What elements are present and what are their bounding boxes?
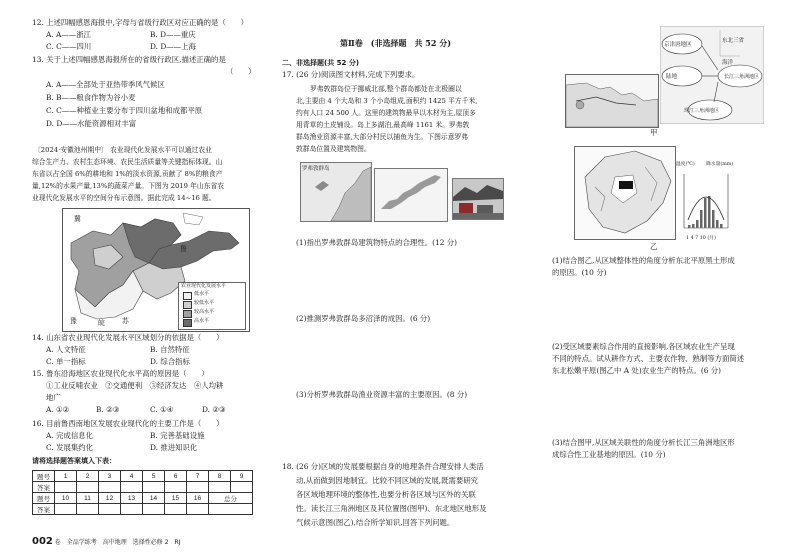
qnum-cell: 5: [143, 471, 165, 482]
q16-option-a: A. 完成信息化: [46, 431, 93, 440]
q16-option-c: C. 发展集约化: [46, 443, 94, 452]
diagram-label-northeast: 东北三省: [722, 38, 745, 44]
diagram-label-pearl-delta: 珠江三角洲地区: [684, 108, 720, 114]
answer-table-row: [33, 493, 253, 504]
diagram-label-jingjintang: 京津唐地区: [664, 42, 692, 48]
qnum-cell: 12: [99, 493, 121, 504]
northeast-terrain-map: [574, 146, 676, 240]
answer-cell[interactable]: [143, 504, 165, 515]
q12-option-b: B. D——重庆: [150, 30, 196, 39]
q15-options-line2: 地广: [46, 393, 61, 402]
q18-part3-line2: 成综合性工业基地的原因。(10 分): [552, 450, 666, 459]
row-head: 题号: [33, 493, 55, 504]
legend-label-lower: 较低水平: [194, 300, 215, 306]
passage-line-1: 〔2024·安徽池州期中〕 农业现代化发展水平可以通过农业: [34, 146, 212, 154]
q18-line-2: 动,从而做到因地制宜。比较不同区域的发展,既需要研究: [296, 476, 479, 485]
lofoten-islands-graphic: [375, 169, 447, 221]
answer-cell[interactable]: [143, 482, 165, 493]
q12-option-d: D. D——上海: [150, 42, 196, 51]
q15-option-b: B. ②③: [96, 405, 120, 414]
q13-option-d: D. D——水能资源相对丰富: [46, 119, 137, 128]
q18-part3-line1: (3)结合图甲,从区域关联性的角度分析长江三角洲地区形: [552, 438, 735, 447]
q18-part1-line2: 的原因。(10 分): [552, 268, 607, 277]
legend-swatch-high: [183, 319, 192, 327]
q15-options-line1: ①工业反哺农业 ②交通便利 ③经济发达 ④人均耕: [46, 381, 224, 390]
map-label-hebei: 冀: [74, 215, 81, 223]
section-title: 第Ⅱ卷 (非选择题 共 52 分): [340, 38, 452, 48]
answer-cell[interactable]: [165, 504, 187, 515]
row-head: 答案: [33, 482, 55, 493]
answer-cell[interactable]: [99, 482, 121, 493]
q16-option-b: B. 完善基础设施: [150, 431, 205, 440]
legend-swatch-low: [183, 292, 192, 300]
q17-material-3: 约有人口 24 500 人。这里的建筑物最早以木材为主,屋顶多: [296, 109, 476, 117]
qnum-cell: 16: [187, 493, 209, 504]
q18-part2-line2: 不同的特点。试从耕作方式、主要农作物、熟制等方面简述: [552, 354, 745, 363]
map-label-jiangsu: 苏: [122, 317, 129, 325]
q12-option-a: A. A——浙江: [46, 30, 91, 39]
passage-line-3: 东省以占全国 6%的耕地和 1%的淡水资源,贡献了 8%的粮食产: [32, 170, 223, 178]
q17-part2: (2)推测罗弗敦群岛多沼泽的成因。(6 分): [296, 314, 431, 323]
answer-cell[interactable]: [99, 504, 121, 515]
q13-stem: 13. 关于上述四幅感恩海报所在的省级行政区,描述正确的是: [32, 55, 226, 64]
q14-option-c: C. 单一指标: [46, 357, 86, 366]
legend-swatch-lower: [183, 301, 192, 309]
q14-option-d: D. 综合指标: [150, 357, 190, 366]
q13-option-c: C. C——种植业主要分布于四川盆地和成都平原: [46, 106, 203, 115]
passage-line-4: 量,12%的水果产量,13%的蔬菜产量。下图为 2019 年山东省农: [32, 182, 225, 190]
answer-cell[interactable]: [165, 482, 187, 493]
climate-month-axis: 1 4 7 10 (月): [686, 236, 716, 241]
q16-option-d: D. 推进知识化: [150, 443, 198, 452]
q15-option-d: D. ②③: [202, 405, 226, 414]
q17-part1: (1)指出罗弗敦群岛建筑物特点的合理性。(12 分): [296, 238, 458, 247]
q18-part2-line1: (2)受区域要素综合作用的直接影响,各区域农业生产呈现: [552, 342, 735, 351]
passage-line-2: 综合生产力、农村生态环境、农民生活质量等关键指标体现。山: [32, 158, 223, 166]
q13-option-b: B. B——粮食作物为谷小麦: [46, 93, 136, 102]
page-footer: [32, 536, 180, 547]
q13-paren: （ ）: [226, 67, 256, 76]
answer-table-row: [33, 482, 253, 493]
total-score-cell[interactable]: [209, 504, 253, 515]
total-score-label: 总分: [209, 493, 253, 504]
answer-cell[interactable]: [77, 504, 99, 515]
map-label-lu: 鲁: [180, 245, 187, 253]
qnum-cell: 13: [121, 493, 143, 504]
yangtze-delta-graphic: [566, 75, 658, 127]
answer-cell[interactable]: [121, 504, 143, 515]
qnum-cell: 9: [231, 471, 253, 482]
q17-material-6: 敦群岛位置及建筑物图。: [296, 145, 371, 153]
climate-chart-graphic: [676, 170, 736, 238]
answer-cell[interactable]: [187, 504, 209, 515]
answer-cell[interactable]: [209, 482, 231, 493]
q18-line-5: 气候示意图(图乙),结合所学知识,回答下列问题。: [296, 518, 455, 527]
page-number: 002: [32, 536, 53, 547]
qnum-cell: 6: [165, 471, 187, 482]
q17-material-1: 罗弗敦群岛位于挪威北部,整个群岛都处在北极圈以: [310, 85, 462, 93]
lofoten-islands-image: [374, 168, 448, 222]
qnum-cell: 14: [143, 493, 165, 504]
q15-stem: 15. 鲁东沿海地区农业现代化水平高的原因是（ ）: [32, 369, 209, 378]
q14-stem: 14. 山东省农业现代化发展水平区域划分的依据是（ ）: [32, 333, 224, 342]
climate-chart: [676, 170, 736, 238]
diagram-label-sea: 海洋: [722, 60, 734, 66]
passage-line-5: 业现代化发展水平的空间分布示意图。据此完成 14~16 题。: [32, 194, 216, 202]
legend-swatch-higher: [183, 310, 192, 318]
q17-part3: (3)分析罗弗敦群岛渔业资源丰富的主要原因。(8 分): [296, 390, 468, 399]
qnum-cell: 11: [77, 493, 99, 504]
legend-label-low: 低水平: [194, 291, 210, 297]
building-photo-graphic: [453, 179, 503, 219]
q17-material-5: 群岛渔业资源丰富,大部分村民以捕鱼为生。下图示意罗弗: [296, 133, 469, 141]
q18-part2-line3: 东北松嫩平原(图乙中 A 处)农业生产的特点。(6 分): [552, 366, 722, 375]
qnum-cell: 10: [55, 493, 77, 504]
q18-line-1: 18. (26 分)区域的发展要根据自身的地理条件合理安排人类活: [282, 462, 484, 471]
qnum-cell: 7: [187, 471, 209, 482]
building-photo: [452, 178, 504, 220]
qnum-cell: 8: [209, 471, 231, 482]
q17-material-4: 用青草的土皮铺设。岛上多湖泊,最高峰 1161 米。罗弗敦: [296, 121, 470, 129]
q12-option-c: C. C——四川: [46, 42, 92, 51]
qnum-cell: 15: [165, 493, 187, 504]
lofoten-image-label: 罗弗敦群岛: [302, 166, 330, 172]
section-subtitle: 二、非选择题(共 52 分): [282, 59, 360, 67]
answer-table-row: [33, 471, 253, 482]
q14-option-b: B. 自然特征: [150, 345, 190, 354]
map-legend: [178, 282, 246, 330]
qnum-cell: 1: [55, 471, 77, 482]
answer-table-row: [33, 504, 253, 515]
q14-option-a: A. 人文特征: [46, 345, 86, 354]
map-label-henan: 豫: [70, 317, 77, 325]
q13-option-a: A. A——全部处于亚热带季风气候区: [46, 80, 165, 89]
diagram-label-yangtze-delta: 长江三角洲地区: [724, 74, 760, 80]
climate-axis-precip: 降水量(mm): [706, 162, 734, 167]
q17-stem: 17. (26 分)阅读图文材料,完成下列要求。: [282, 70, 420, 79]
figure-b-caption: 乙: [650, 242, 658, 251]
answer-table: [32, 470, 253, 515]
answer-cell[interactable]: [77, 482, 99, 493]
footer-text: 卷 全品学练考 高中地理 选择性必修 2 RJ: [54, 539, 181, 546]
row-head: 题号: [33, 471, 55, 482]
q15-option-c: C. ①④: [150, 405, 174, 414]
map-label-anhui: 皖: [98, 319, 105, 327]
q12-stem: 12. 上述四幅感恩海报中,字母与省级行政区对应正确的是（ ）: [32, 18, 249, 27]
qnum-cell: 2: [77, 471, 99, 482]
q15-option-a: A. ①②: [46, 405, 70, 414]
row-head: 答案: [33, 504, 55, 515]
answer-cell[interactable]: [55, 482, 77, 493]
q18-line-3: 各区域地理环境的整体性,也要分析各区域与区外的关联: [296, 490, 476, 499]
answer-cell[interactable]: [121, 482, 143, 493]
answer-cell[interactable]: [187, 482, 209, 493]
q18-part1-line1: (1)结合图乙,从区域整体性的角度分析东北平原黑土形成: [552, 256, 735, 265]
q18-line-4: 性。读长江三角洲地区及其位置图(图甲)、东北地区地形及: [296, 504, 487, 513]
northeast-terrain-graphic: [575, 147, 675, 239]
legend-label-higher: 较高水平: [194, 309, 215, 315]
q17-material-2: 北,主要由 4 个大岛和 3 个小岛组成,面积约 1425 平方千米,: [296, 97, 478, 105]
diagram-label-land: 陆地: [666, 74, 678, 80]
yangtze-delta-map: [565, 74, 659, 128]
climate-axis-temp: 温度(℃): [676, 162, 695, 167]
answer-table-caption: 请将选择题答案填入下表：: [32, 457, 116, 465]
legend-label-high: 高水平: [194, 318, 210, 324]
qnum-cell: 3: [99, 471, 121, 482]
answer-cell[interactable]: [55, 504, 77, 515]
figure-a-caption: 甲: [650, 128, 658, 137]
map-legend-title: 农业现代化发展水平: [181, 283, 227, 289]
q16-stem: 16. 目前鲁西南地区发展农业现代化的主要工作是（ ）: [32, 419, 224, 428]
answer-cell[interactable]: [231, 482, 253, 493]
qnum-cell: 4: [121, 471, 143, 482]
